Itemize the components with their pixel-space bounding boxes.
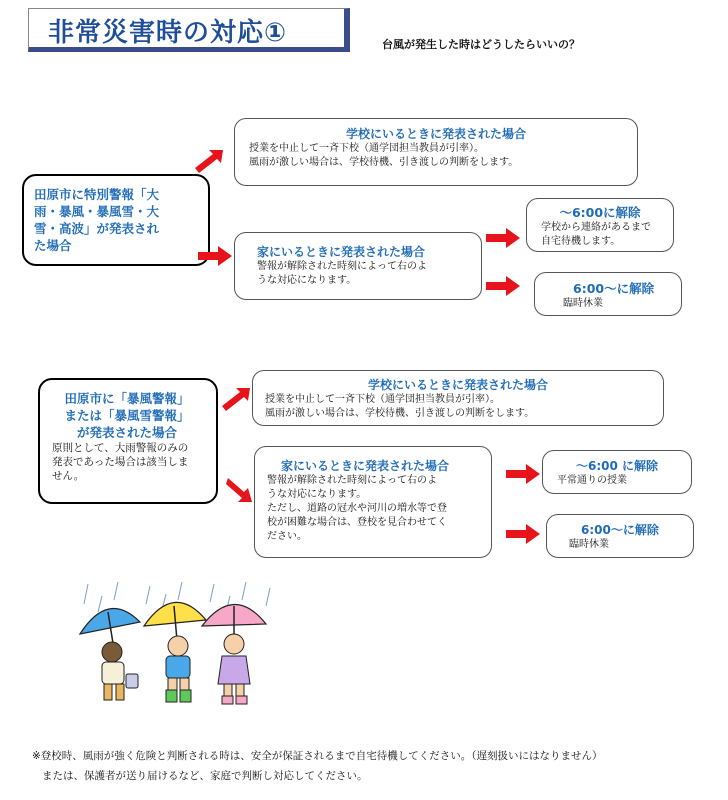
at-home-line: ただし、道路の冠水や河川の増水等で登 bbox=[267, 503, 447, 514]
condition-note-line: 発表であった場合は該当しま bbox=[52, 456, 189, 468]
release-after-6-line: 臨時休業 bbox=[569, 539, 609, 550]
page-title: 非常災害時の対応① bbox=[48, 18, 288, 48]
release-before-6-heading: ～6:00 に解除 bbox=[575, 459, 659, 473]
condition-note-line: せん。 bbox=[52, 470, 85, 482]
release-before-6-box bbox=[526, 198, 674, 252]
at-school-box bbox=[252, 370, 664, 426]
footnote-line: または、保護者が送り届けるなど、家庭で判断し対応してください。 bbox=[42, 770, 368, 782]
at-school-box bbox=[234, 118, 638, 186]
at-school-line: 授業を中止して一斉下校（通学団担当教員が引率）。 bbox=[249, 143, 484, 154]
condition-line: が発表された場合 bbox=[76, 425, 177, 440]
at-home-heading: 家にいるときに発表された場合 bbox=[281, 459, 450, 473]
arrow-right-icon bbox=[193, 148, 223, 174]
at-home-box bbox=[234, 232, 482, 300]
release-after-6-box bbox=[546, 514, 694, 558]
condition-note-line: 原則として、大雨警報のみの bbox=[52, 442, 189, 454]
at-home-line: うな対応になります。 bbox=[257, 275, 357, 286]
release-before-6-heading: ～6:00に解除 bbox=[559, 205, 641, 220]
release-before-6-line: 平常通りの授業 bbox=[557, 475, 627, 486]
arrow-right-icon bbox=[506, 464, 540, 484]
release-before-6-line: 自宅待機します。 bbox=[541, 236, 621, 247]
at-home-line: 警報が解除された時刻によって右のよ bbox=[267, 475, 437, 486]
at-school-line: 風雨が激しい場合は、学校待機、引き渡しの判断をします。 bbox=[249, 157, 519, 168]
footnote-line: ※登校時、風雨が強く危険と判断される時は、安全が保証されるまで自宅待機してください。（遅刻扱いにはなりません） bbox=[32, 750, 603, 762]
release-after-6-box bbox=[534, 272, 682, 316]
release-after-6-heading: 6:00～に解除 bbox=[573, 281, 655, 296]
at-home-line: うな対応になります。 bbox=[267, 489, 367, 500]
at-home-heading: 家にいるときに発表された場合 bbox=[257, 245, 426, 259]
page-subtitle: 台風が発生した時はどうしたらいいの？ bbox=[382, 38, 580, 51]
condition-line: または「暴風雪警報」 bbox=[64, 408, 190, 423]
release-before-6-line: 学校から連絡があるまで bbox=[541, 222, 651, 233]
at-school-line: 授業を中止して一斉下校（通学団担当教員が引率）。 bbox=[265, 394, 500, 405]
arrow-right-icon bbox=[224, 476, 254, 504]
condition-line: 雪・高波」が発表され bbox=[34, 221, 160, 236]
special-warning-condition-box bbox=[22, 174, 210, 266]
at-school-heading: 学校にいるときに発表された場合 bbox=[367, 378, 548, 392]
arrow-right-icon bbox=[220, 386, 250, 412]
at-home-line: ださい。 bbox=[267, 531, 307, 542]
arrow-right-icon bbox=[486, 228, 520, 248]
condition-line: た場合 bbox=[34, 238, 72, 253]
arrow-right-icon bbox=[486, 276, 520, 296]
storm-warning-condition-box bbox=[38, 378, 218, 504]
release-before-6-box bbox=[542, 450, 692, 494]
arrow-right-icon bbox=[198, 246, 232, 266]
at-school-line: 風雨が激しい場合は、学校待機、引き渡しの判断をします。 bbox=[265, 408, 535, 419]
children-umbrellas-illustration bbox=[78, 582, 278, 712]
condition-line: 田原市に特別警報「大 bbox=[34, 187, 160, 202]
at-home-line: 警報が解除された時刻によって右のよ bbox=[257, 261, 427, 272]
at-home-line: 校が困難な場合は、登校を見合わせてく bbox=[267, 517, 447, 528]
condition-line: 田原市に「暴風警報」 bbox=[64, 391, 190, 406]
arrow-right-icon bbox=[506, 524, 540, 544]
release-after-6-line: 臨時休業 bbox=[563, 298, 603, 309]
release-after-6-heading: 6:00～に解除 bbox=[581, 523, 659, 537]
at-school-heading: 学校にいるときに発表された場合 bbox=[345, 127, 526, 141]
at-home-box bbox=[254, 446, 492, 558]
condition-line: 雨・暴風・暴風雪・大 bbox=[34, 204, 160, 219]
